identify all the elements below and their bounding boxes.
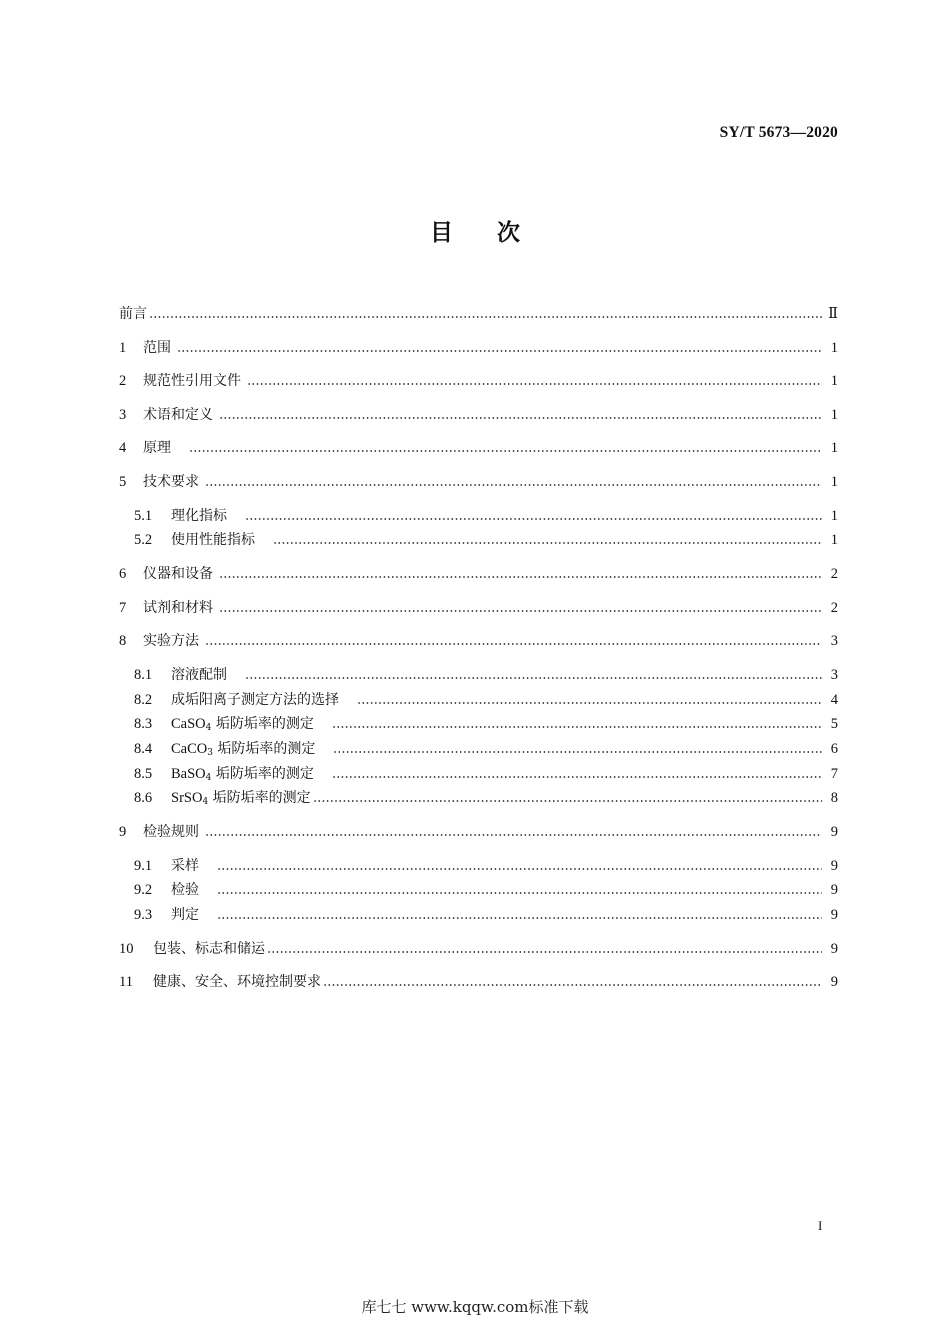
toc-entry-9[interactable] <box>119 820 838 844</box>
toc-entry-page: 1 <box>830 373 838 389</box>
toc-entry-number: 9.1 <box>134 858 153 874</box>
dot-leader <box>333 737 822 761</box>
dot-leader <box>273 528 822 552</box>
toc-entry-page: 1 <box>830 508 838 524</box>
toc-entry-page: 6 <box>830 741 838 757</box>
toc-entry-page: 3 <box>830 633 838 649</box>
toc-entry-title: 溶液配制 <box>171 667 227 683</box>
toc-entry-number: 5.1 <box>134 508 153 524</box>
toc-entry-9-2[interactable] <box>134 878 838 902</box>
toc-entry-page: 4 <box>830 692 838 708</box>
toc-entry-title: 判定 <box>171 907 199 923</box>
toc-entry-8[interactable] <box>119 629 838 653</box>
toc-entry-10[interactable] <box>119 937 838 961</box>
toc-entry-page: 2 <box>830 600 838 616</box>
dot-leader <box>217 878 822 902</box>
toc-entry-title: 健康、安全、环境控制要求 <box>153 974 321 990</box>
chemical-formula: CaSO <box>171 716 206 732</box>
toc-entry-title: 实验方法 <box>143 633 199 649</box>
toc-entry-1[interactable] <box>119 336 838 360</box>
dot-leader <box>245 663 822 687</box>
toc-entry-9-3[interactable] <box>134 903 838 927</box>
toc-entry-6[interactable] <box>119 562 838 586</box>
toc-entry-title-text: 垢防垢率的测定 <box>212 741 316 757</box>
formula-subscript: 3 <box>207 748 213 758</box>
toc-entry-page: 5 <box>830 716 838 732</box>
toc-entry-number: 5 <box>119 474 127 490</box>
toc-entry-number: 8.1 <box>134 667 153 683</box>
toc-entry-title: 理化指标 <box>171 508 227 524</box>
dot-leader <box>245 504 822 528</box>
toc-entry-page: 9 <box>830 882 838 898</box>
toc-entry-8-2[interactable] <box>134 688 838 712</box>
toc-entry-title <box>171 712 314 736</box>
toc-entry-number: 9.3 <box>134 907 153 923</box>
standard-code: SY/T 5673—2020 <box>719 124 838 141</box>
toc-entry-page: 9 <box>830 824 838 840</box>
toc-entry-page: 7 <box>830 766 838 782</box>
toc-entry-page: 2 <box>830 566 838 582</box>
dot-leader <box>205 629 822 653</box>
toc-entry-title: 原理 <box>143 440 171 456</box>
toc-entry-number: 10 <box>119 941 134 957</box>
toc-entry-7[interactable] <box>119 596 838 620</box>
toc-entry-8-5[interactable] <box>134 762 838 786</box>
toc-entry-title <box>171 762 314 786</box>
formula-subscript: 4 <box>205 723 212 733</box>
toc-entry-number: 11 <box>119 974 133 990</box>
toc-entry-title: 规范性引用文件 <box>143 373 241 389</box>
toc-entry-title: 仪器和设备 <box>143 566 213 582</box>
dot-leader <box>177 336 822 360</box>
toc-entry-2[interactable] <box>119 369 838 393</box>
toc-entry-title-text: 垢防垢率的测定 <box>211 766 314 782</box>
dot-leader <box>247 369 822 393</box>
toc-entry-title: 技术要求 <box>143 474 199 490</box>
toc-entry-9-1[interactable] <box>134 854 838 878</box>
dot-leader <box>267 937 822 961</box>
toc-entry-page: 1 <box>830 532 838 548</box>
chemical-formula: BaSO <box>171 766 206 782</box>
toc-entry-number: 8.3 <box>134 716 153 732</box>
dot-leader <box>357 688 822 712</box>
dot-leader <box>205 470 822 494</box>
toc-entry-page: 9 <box>830 974 838 990</box>
toc-entry-title-text: 垢防垢率的测定 <box>208 790 311 806</box>
toc-entry-number: 2 <box>119 373 127 389</box>
toc-entry-5-2[interactable] <box>134 528 838 552</box>
toc-entry-number: 8.2 <box>134 692 153 708</box>
toc-entry-page: 1 <box>830 407 838 423</box>
toc-entry-title: 采样 <box>171 858 199 874</box>
toc-entry-number: 1 <box>119 340 127 356</box>
toc-entry-title <box>171 786 311 810</box>
toc-entry-title: 术语和定义 <box>143 407 213 423</box>
toc-entry-8-1[interactable] <box>134 663 838 687</box>
toc-entry-11[interactable] <box>119 970 838 994</box>
dot-leader <box>219 403 822 427</box>
toc-entry-title: 使用性能指标 <box>171 532 255 548</box>
dot-leader <box>332 762 822 786</box>
toc-entry-8-4[interactable] <box>134 737 838 761</box>
dot-leader <box>205 820 822 844</box>
toc-entry-foreword[interactable] <box>119 302 838 326</box>
toc-entry-page: 1 <box>830 474 838 490</box>
chemical-formula: SrSO <box>171 790 203 806</box>
toc-entry-page: 8 <box>830 790 838 806</box>
formula-subscript: 4 <box>202 797 209 807</box>
toc-entry-number: 8.6 <box>134 790 153 806</box>
toc-entry-5[interactable] <box>119 470 838 494</box>
toc-entry-title: 检验 <box>171 882 199 898</box>
toc-entry-page: 1 <box>830 440 838 456</box>
toc-entry-8-3[interactable] <box>134 712 838 736</box>
chemical-formula: CaCO <box>171 741 208 757</box>
toc-entry-title: 检验规则 <box>143 824 199 840</box>
dot-leader <box>219 562 822 586</box>
dot-leader <box>313 786 822 810</box>
toc-entry-number: 7 <box>119 600 127 616</box>
toc-entry-page: 3 <box>830 667 838 683</box>
dot-leader <box>149 302 822 326</box>
toc-entry-number: 9.2 <box>134 882 153 898</box>
toc-entry-title: 前言 <box>119 306 147 322</box>
toc-entry-page: 9 <box>830 907 838 923</box>
toc-entry-5-1[interactable] <box>134 504 838 528</box>
footer-watermark-text: 库七七 www.kqqw.com标准下载 <box>361 1298 589 1316</box>
toc-entry-title-text: 垢防垢率的测定 <box>211 716 314 732</box>
toc-entry-number: 4 <box>119 440 127 456</box>
dot-leader <box>217 854 822 878</box>
dot-leader <box>323 970 822 994</box>
toc-entry-title: 范围 <box>143 340 171 356</box>
dot-leader <box>332 712 822 736</box>
page-number: I <box>818 1218 823 1233</box>
toc-entry-title <box>171 737 315 761</box>
toc-entry-number: 8.5 <box>134 766 153 782</box>
toc-entry-number: 9 <box>119 824 127 840</box>
toc-entry-title: 试剂和材料 <box>143 600 213 616</box>
toc-entry-number: 3 <box>119 407 127 423</box>
toc-entry-4[interactable] <box>119 436 838 460</box>
toc-entry-title: 成垢阳离子测定方法的选择 <box>171 692 339 708</box>
toc-entry-page: 1 <box>830 340 838 356</box>
toc-entry-title: 包装、标志和储运 <box>153 941 265 957</box>
formula-subscript: 4 <box>205 773 212 783</box>
toc-entry-3[interactable] <box>119 403 838 427</box>
toc-entry-page: Ⅱ <box>828 306 838 322</box>
toc-entry-number: 8 <box>119 633 127 649</box>
dot-leader <box>219 596 822 620</box>
toc-entry-page: 9 <box>830 858 838 874</box>
page-title: 目次 <box>430 220 564 246</box>
toc-entry-number: 6 <box>119 566 127 582</box>
toc-entry-8-6[interactable] <box>134 786 838 810</box>
toc-entry-number: 8.4 <box>134 741 153 757</box>
dot-leader <box>217 903 822 927</box>
dot-leader <box>189 436 822 460</box>
toc-entry-number: 5.2 <box>134 532 153 548</box>
toc-entry-page: 9 <box>830 941 838 957</box>
